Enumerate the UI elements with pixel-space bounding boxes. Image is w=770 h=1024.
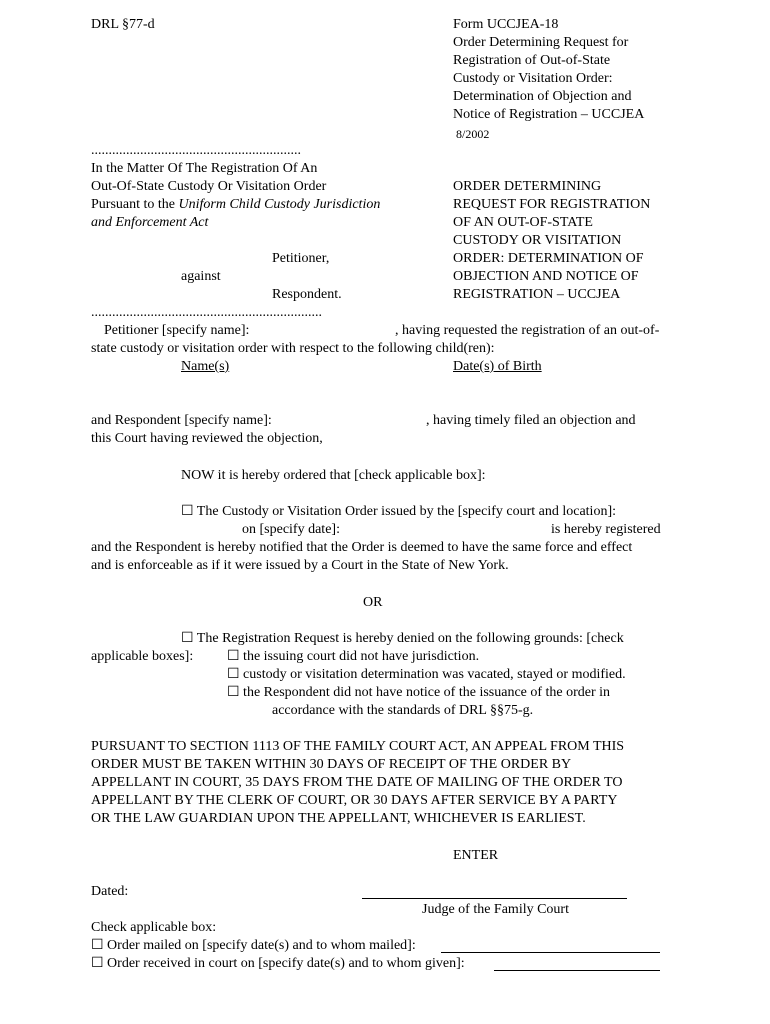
judge-signature-line (362, 898, 627, 899)
form-title-line: Registration of Out-of-State (453, 53, 611, 68)
form-title-line: Custody or Visitation Order: (453, 71, 613, 86)
form-title-block (453, 16, 644, 124)
enter-label: ENTER (453, 848, 499, 863)
caption-pursuant-prefix: Pursuant to the (91, 197, 179, 212)
option-registered-line4: and is enforceable as if it were issued by a Court in the State of New York. (91, 558, 509, 573)
appeal-notice (91, 738, 624, 828)
petitioner-label: Petitioner, (272, 251, 330, 266)
order-title-line: REQUEST FOR REGISTRATION (453, 197, 651, 212)
order-title-block (453, 178, 650, 304)
caption-top-dots: ............................................................ (91, 143, 301, 158)
order-mailed-line (441, 952, 660, 953)
option-denied-checkbox[interactable]: ☐ The Registration Request is hereby denied on the following grounds: [check (181, 631, 624, 646)
ground-jurisdiction-checkbox[interactable]: ☐ the issuing court did not have jurisdiction. (227, 649, 480, 664)
caption-bottom-dots: .................................................................. (91, 305, 322, 320)
statute-reference: DRL §77-d (91, 17, 155, 32)
respondent-objection-text: , having timely filed an objection and (426, 413, 636, 428)
order-title-line: ORDER DETERMINING (453, 179, 602, 194)
option-registered-date-label: on [specify date]: (242, 522, 340, 537)
order-received-line (494, 970, 660, 971)
appeal-notice-line: PURSUANT TO SECTION 1113 OF THE FAMILY COURT ACT, AN APPEAL FROM THIS (91, 739, 625, 754)
appeal-notice-line: APPELLANT BY THE CLERK OF COURT, OR 30 DAYS AFTER SERVICE BY A PARTY (91, 793, 618, 808)
order-title-line: REGISTRATION – UCCJEA (453, 287, 621, 302)
form-title-line: Notice of Registration – UCCJEA (453, 107, 645, 122)
form-date: 8/2002 (456, 127, 490, 141)
names-column-header: Name(s) (181, 359, 230, 374)
appeal-notice-line: ORDER MUST BE TAKEN WITHIN 30 DAYS OF RECEIPT OF THE ORDER BY (91, 757, 572, 772)
respondent-name-label: and Respondent [specify name]: (91, 413, 272, 428)
petitioner-request-line2: state custody or visitation order with respect to the following child(ren): (91, 341, 495, 356)
ground-notice-checkbox[interactable]: ☐ the Respondent did not have notice of the issuance of the order in (227, 685, 611, 700)
caption-act-name: and Enforcement Act (91, 215, 209, 230)
petitioner-request-text: , having requested the registration of an out-of- (395, 323, 660, 338)
form-title-line: Form UCCJEA-18 (453, 17, 559, 32)
caption-matter-line2: Out-Of-State Custody Or Visitation Order (91, 179, 327, 194)
against-label: against (181, 269, 221, 284)
order-mailed-checkbox[interactable]: ☐ Order mailed on [specify date(s) and to whom mailed]: (91, 938, 416, 953)
order-title-line: OBJECTION AND NOTICE OF (453, 269, 639, 284)
option-registered-checkbox[interactable]: ☐ The Custody or Visitation Order issued by the [specify court and location]: (181, 504, 616, 519)
dob-column-header: Date(s) of Birth (453, 359, 542, 374)
ground-vacated-checkbox[interactable]: ☐ custody or visitation determination was vacated, stayed or modified. (227, 667, 626, 682)
respondent-objection-line2: this Court having reviewed the objection, (91, 431, 323, 446)
check-applicable-label: Check applicable box: (91, 920, 217, 935)
dated-label: Dated: (91, 884, 129, 899)
order-title-line: CUSTODY OR VISITATION (453, 233, 622, 248)
form-title-line: Determination of Objection and (453, 89, 632, 104)
order-received-checkbox[interactable]: ☐ Order received in court on [specify date(s) and to whom given]: (91, 956, 465, 971)
order-title-line: ORDER: DETERMINATION OF (453, 251, 644, 266)
option-registered-text: is hereby registered (551, 522, 661, 537)
form-title-line: Order Determining Request for (453, 35, 629, 50)
or-separator: OR (363, 595, 383, 610)
caption-pursuant-act: Uniform Child Custody Jurisdiction (178, 197, 381, 212)
caption-pursuant (91, 196, 380, 214)
option-registered-line3: and the Respondent is hereby notified that the Order is deemed to have the same force and effect (91, 540, 633, 555)
applicable-boxes-label: applicable boxes]: (91, 649, 194, 664)
ground-notice-cont: accordance with the standards of DRL §§75-g. (272, 703, 534, 718)
appeal-notice-line: APPELLANT IN COURT, 35 DAYS FROM THE DATE OF MAILING OF THE ORDER TO (91, 775, 623, 790)
caption-matter-line1: In the Matter Of The Registration Of An (91, 161, 318, 176)
judge-title: Judge of the Family Court (422, 902, 569, 917)
appeal-notice-line: OR THE LAW GUARDIAN UPON THE APPELLANT, WHICHEVER IS EARLIEST. (91, 811, 586, 826)
now-ordered-text: NOW it is hereby ordered that [check applicable box]: (181, 468, 486, 483)
petitioner-name-label: Petitioner [specify name]: (104, 323, 250, 338)
respondent-label: Respondent. (272, 287, 342, 302)
order-title-line: OF AN OUT-OF-STATE (453, 215, 593, 230)
